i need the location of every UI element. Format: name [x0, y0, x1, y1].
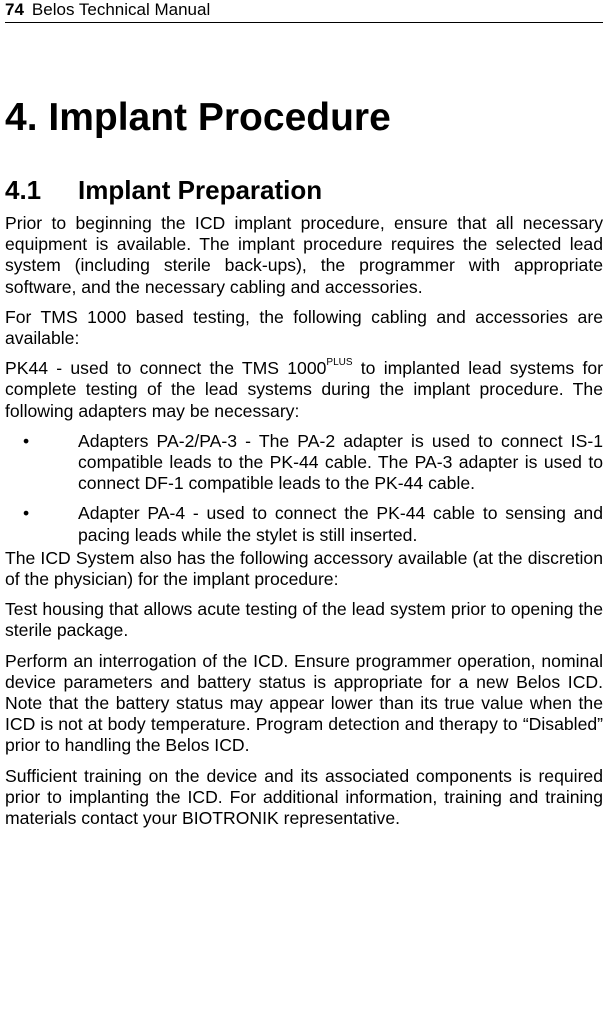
paragraph-training: Sufficient training on the device and its associated components is required prior to implanting the ICD. For additional information, training and training materials contact your BIOTRONIK representative.	[5, 765, 603, 829]
list-item	[5, 503, 603, 545]
section-number: 4.1	[5, 175, 42, 205]
body-text	[5, 213, 603, 838]
paragraph-accessory: The ICD System also has the following accessory available (at the discretion of the physician) for the implant procedure:	[5, 547, 603, 590]
pk44-text-end: to implanted lead systems for complete testing of the lead systems during the implant procedure. The following adapters may be necessary:	[5, 358, 603, 421]
plus-superscript: PLUS	[326, 357, 353, 369]
list-item	[5, 431, 603, 495]
manual-title: Belos Technical Manual	[31, 0, 211, 19]
chapter-title: 4. Implant Procedure	[5, 96, 391, 139]
list-item-text: Adapters PA-2/PA-3 - The PA-2 adapter is used to connect IS-1 compatible leads to the PK-44 cable. The PA-3 adapter is used to connect DF-1 compatible leads to the PK-44 cable.	[78, 430, 603, 494]
list-item-text: Adapter PA-4 - used to connect the PK-44 cable to sensing and pacing leads while the stylet is still inserted.	[78, 503, 603, 545]
section-title: Implant Preparation	[78, 175, 323, 205]
page-number: 74	[5, 0, 24, 19]
bullet-icon: •	[23, 430, 30, 451]
manual-page	[5, 0, 603, 829]
paragraph-interrogation: Perform an interrogation of the ICD. Ensure programmer operation, nominal device parameters and battery status is appropriate for a new Belos ICD. Note that the battery status may appear lower than its true value when the ICD is not at body temperature. Program detection and therapy to “Disabled” prior to handling the Belos ICD.	[5, 650, 603, 756]
paragraph-pk44	[5, 358, 603, 422]
paragraph-test-housing: Test housing that allows acute testing of the lead system prior to opening the sterile package.	[5, 599, 603, 641]
pk44-text-start: PK44 - used to connect the TMS 1000	[5, 358, 327, 379]
adapter-list	[5, 431, 603, 546]
section-heading	[5, 174, 322, 206]
bullet-icon: •	[23, 503, 30, 524]
paragraph-tms-testing: For TMS 1000 based testing, the following cabling and accessories are available:	[5, 306, 603, 349]
paragraph-equipment: Prior to beginning the ICD implant procedure, ensure that all necessary equipment is available. The implant procedure requires the selected lead system (including sterile back-ups), the programmer with appropriate software, and the necessary cabling and accessories.	[5, 213, 603, 297]
running-header	[5, 0, 603, 23]
